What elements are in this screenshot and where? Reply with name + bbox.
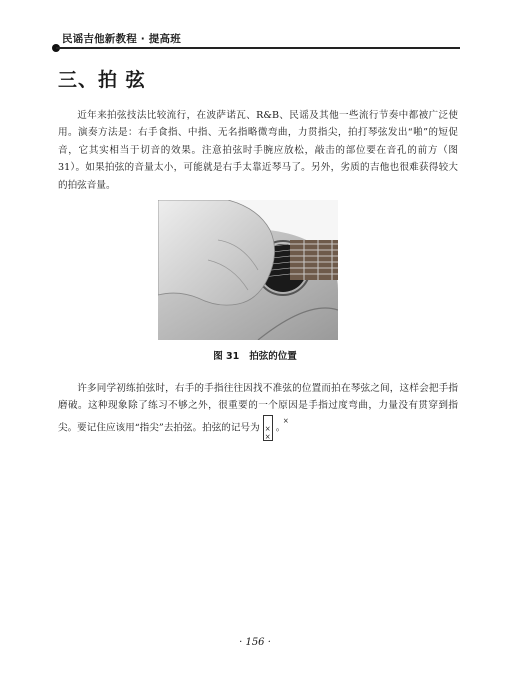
running-header (52, 29, 462, 49)
figure-caption-text: 拍弦的位置 (249, 351, 297, 362)
slap-mark: × (282, 416, 289, 425)
running-title: 民谣吉他新教程 · 提高班 (62, 33, 181, 45)
figure-photo (158, 200, 338, 340)
guitar-hand-illustration (158, 200, 338, 340)
figure-label: 图 31 (213, 351, 240, 362)
paragraph-2-end: 。 (275, 422, 286, 434)
slap-mark: × (264, 424, 271, 433)
slap-symbol (263, 415, 289, 441)
section-heading: 三、拍 弦 (58, 69, 146, 91)
page-number: · 156 · (239, 637, 271, 648)
slap-mark: × (264, 432, 271, 441)
header-rule (56, 47, 460, 49)
paragraph-2-text: 许多同学初练拍弦时，右手的手指往往因找不准弦的位置而拍在琴弦之间，这样会把手指磨破。这种现象除了练习不够之外，很重要的一个原因是手指过度弯曲，力量没有贯穿到指尖。要记住应该用“指尖”去拍弦。拍弦的记号为 (58, 382, 458, 434)
figure-caption (0, 348, 510, 362)
paragraph-2 (58, 380, 458, 441)
paragraph-1: 近年来拍弦技法比较流行，在波萨诺瓦、R&B、民谣及其他一些流行节奏中都被广泛使用。演奏方法是：右手食指、中指、无名指略微弯曲，力贯指尖，拍打琴弦发出“啪”的短促音，它其实相当于切音的效果。注意拍弦时手腕应放松，敲击的部位要在音孔的前方（图31）。如果拍弦的音量太小，可能就是右手太靠近琴马了。另外，劣质的吉他也很难获得较大的拍弦音量。 (58, 109, 458, 191)
